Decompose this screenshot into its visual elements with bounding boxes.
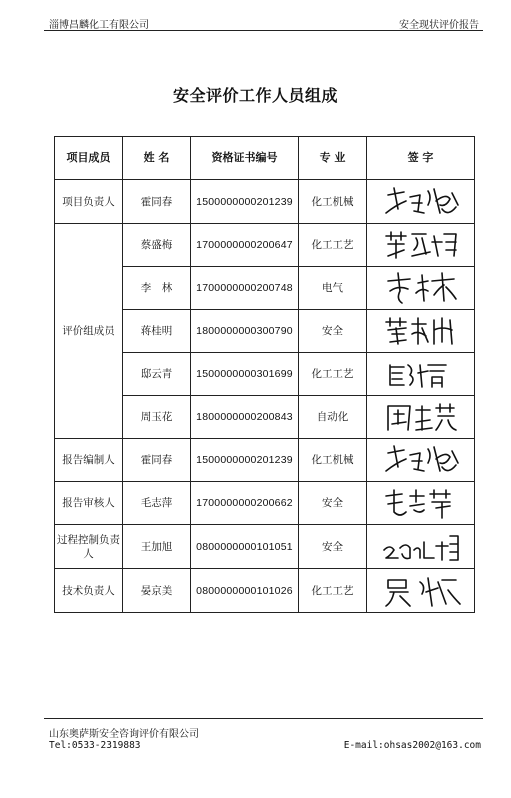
name-cell: 霍同春 bbox=[123, 439, 191, 482]
name-cell: 周玉花 bbox=[123, 396, 191, 439]
name-cell: 毛志萍 bbox=[123, 482, 191, 525]
role-cell: 报告审核人 bbox=[55, 482, 123, 525]
major-cell: 化工工艺 bbox=[299, 353, 367, 396]
header-divider bbox=[44, 30, 483, 31]
signature-cell bbox=[367, 569, 475, 613]
major-cell: 电气 bbox=[299, 267, 367, 310]
role-cell: 技术负责人 bbox=[55, 569, 123, 613]
cert-cell: 1700000000200662 bbox=[191, 482, 299, 525]
name-cell: 蒋桂明 bbox=[123, 310, 191, 353]
signature-cell bbox=[367, 224, 475, 267]
cert-cell: 1800000000300790 bbox=[191, 310, 299, 353]
signature-image bbox=[376, 183, 466, 221]
major-cell: 自动化 bbox=[299, 396, 367, 439]
cert-cell: 1500000000301699 bbox=[191, 353, 299, 396]
name-cell: 邸云青 bbox=[123, 353, 191, 396]
signature-cell bbox=[367, 525, 475, 569]
table-row bbox=[55, 180, 475, 224]
major-cell: 安全 bbox=[299, 310, 367, 353]
signature-cell bbox=[367, 353, 475, 396]
cert-cell: 0800000000101051 bbox=[191, 525, 299, 569]
major-cell: 化工机械 bbox=[299, 439, 367, 482]
header-report-title: 安全现状评价报告 bbox=[399, 20, 479, 31]
footer-email: E-mail:ohsas2002@163.com bbox=[343, 740, 481, 751]
table-row bbox=[55, 482, 475, 525]
signature-image bbox=[376, 226, 466, 264]
footer-company: 山东奥萨斯安全咨询评价有限公司 bbox=[49, 729, 199, 740]
name-cell: 霍同春 bbox=[123, 180, 191, 224]
header-cell-signature: 签 字 bbox=[367, 137, 475, 180]
name-cell: 晏京美 bbox=[123, 569, 191, 613]
major-cell: 化工工艺 bbox=[299, 569, 367, 613]
signature-cell bbox=[367, 310, 475, 353]
footer-tel: Tel:0533-2319883 bbox=[49, 740, 141, 751]
table-row bbox=[55, 569, 475, 613]
signature-image bbox=[376, 355, 466, 393]
cert-cell: 0800000000101026 bbox=[191, 569, 299, 613]
table-row bbox=[55, 525, 475, 569]
cert-cell: 1700000000200748 bbox=[191, 267, 299, 310]
header-cell-major: 专 业 bbox=[299, 137, 367, 180]
role-cell: 报告编制人 bbox=[55, 439, 123, 482]
cert-cell: 1800000000200843 bbox=[191, 396, 299, 439]
table-row bbox=[55, 224, 475, 267]
cert-cell: 1700000000200647 bbox=[191, 224, 299, 267]
cert-cell: 1500000000201239 bbox=[191, 439, 299, 482]
signature-cell bbox=[367, 439, 475, 482]
signature-image bbox=[376, 441, 466, 479]
signature-image bbox=[376, 484, 466, 522]
signature-image bbox=[376, 312, 466, 350]
name-cell: 王加旭 bbox=[123, 525, 191, 569]
signature-cell bbox=[367, 396, 475, 439]
major-cell: 安全 bbox=[299, 482, 367, 525]
signature-image bbox=[376, 528, 466, 566]
signature-image bbox=[376, 398, 466, 436]
major-cell: 化工机械 bbox=[299, 180, 367, 224]
footer-divider bbox=[44, 718, 483, 719]
cert-cell: 1500000000201239 bbox=[191, 180, 299, 224]
role-cell: 过程控制负责人 bbox=[55, 525, 123, 569]
header-cell-cert: 资格证书编号 bbox=[191, 137, 299, 180]
staff-table bbox=[54, 136, 475, 613]
role-cell: 项目负责人 bbox=[55, 180, 123, 224]
signature-cell bbox=[367, 482, 475, 525]
signature-cell bbox=[367, 180, 475, 224]
header-cell-name: 姓 名 bbox=[123, 137, 191, 180]
header-cell-member: 项目成员 bbox=[55, 137, 123, 180]
major-cell: 安全 bbox=[299, 525, 367, 569]
name-cell: 蔡盛梅 bbox=[123, 224, 191, 267]
header-company: 淄博昌麟化工有限公司 bbox=[49, 20, 149, 31]
major-cell: 化工工艺 bbox=[299, 224, 367, 267]
role-cell: 评价组成员 bbox=[55, 224, 123, 439]
signature-cell bbox=[367, 267, 475, 310]
table-header-row bbox=[55, 137, 475, 180]
signature-image bbox=[376, 572, 466, 610]
page-title: 安全评价工作人员组成 bbox=[172, 86, 338, 105]
table-row bbox=[55, 439, 475, 482]
signature-image bbox=[376, 269, 466, 307]
name-cell: 李 林 bbox=[123, 267, 191, 310]
